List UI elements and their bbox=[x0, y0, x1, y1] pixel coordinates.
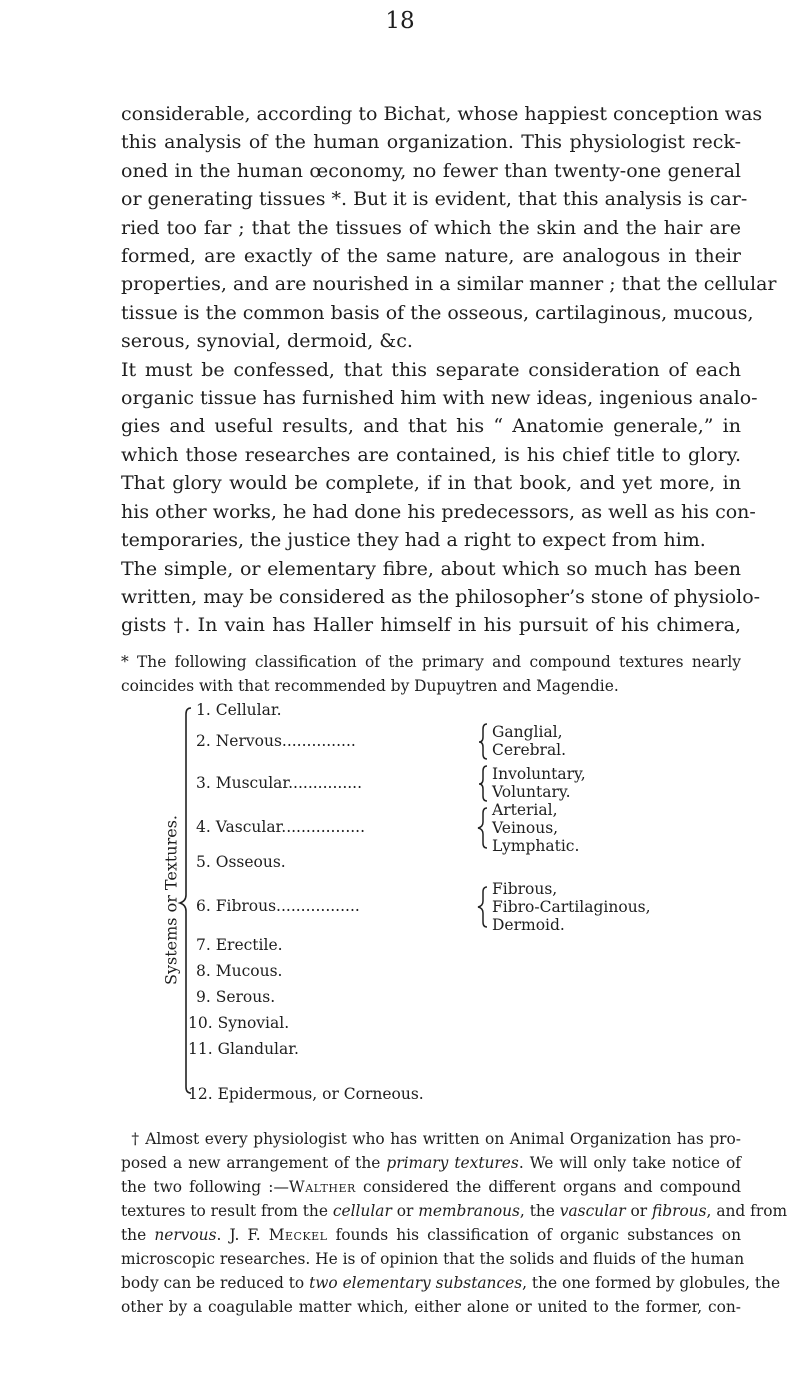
footnote-line: textures to result from the cellular or membranous, the vascular or fibrous, and from bbox=[121, 1202, 788, 1220]
classification-item: 2. Nervous............... bbox=[196, 732, 356, 750]
body-line: considerable, according to Bichat, whose happiest conception was bbox=[121, 103, 763, 125]
body-line: written, may be considered as the philosopher’s stone of physiolo- bbox=[121, 585, 761, 608]
footnote-line: body can be reduced to two elementary substances, the one formed by globules, the bbox=[121, 1274, 781, 1292]
classification-sub: Cerebral. bbox=[492, 741, 567, 759]
body-line: oned in the human œconomy, no fewer than twenty-one general bbox=[121, 159, 741, 182]
classification-sub: Fibro-Cartilaginous, bbox=[492, 898, 651, 916]
classification-item: 5. Osseous. bbox=[196, 853, 286, 871]
body-line: formed, are exactly of the same nature, are analogous in their bbox=[121, 245, 741, 268]
body-line: this analysis of the human organization. This physiologist reck- bbox=[121, 131, 741, 154]
body-line: The simple, or elementary fibre, about which so much has been bbox=[121, 557, 741, 580]
footnote-line: other by a coagulable matter which, either alone or united to the former, con- bbox=[121, 1298, 741, 1316]
footnote-line: † Almost every physiologist who has written on Animal Organization has pro- bbox=[130, 1130, 742, 1148]
body-line: tissue is the common basis of the osseous, cartilaginous, mucous, bbox=[121, 301, 754, 324]
classification-item: 11. Glandular. bbox=[188, 1040, 299, 1058]
classification-sub: Involuntary, bbox=[492, 765, 586, 783]
body-line: gies and useful results, and that his “ Anatomie generale,” in bbox=[121, 415, 741, 438]
classification-item: 12. Epidermous, or Corneous. bbox=[188, 1085, 424, 1103]
body-line: properties, and are nourished in a similar manner ; that the cellular bbox=[121, 273, 777, 296]
body-line: organic tissue has furnished him with new ideas, ingenious analo- bbox=[121, 387, 758, 410]
footnote-dagger bbox=[121, 1127, 788, 1319]
classification-sub: Ganglial, bbox=[492, 723, 563, 741]
body-line: ried too far ; that the tissues of which the skin and the hair are bbox=[121, 216, 741, 239]
body-line: That glory would be complete, if in that book, and yet more, in bbox=[121, 472, 741, 495]
body-line: It must be confessed, that this separate consideration of each bbox=[121, 358, 741, 381]
classification-label: Systems or Textures. bbox=[161, 814, 181, 986]
footnote-line: posed a new arrangement of the primary textures. We will only take notice of bbox=[121, 1154, 742, 1172]
classification-sub: Fibrous, bbox=[492, 880, 558, 898]
classification-sub: Arterial, bbox=[492, 801, 558, 819]
body-line: serous, synovial, dermoid, &c. bbox=[121, 330, 413, 353]
body-line: or generating tissues *. But it is evident, that this analysis is car- bbox=[121, 188, 748, 211]
classification-item: 7. Erectile. bbox=[196, 936, 283, 954]
classification-item: 3. Muscular............... bbox=[196, 774, 363, 792]
footnote-classification-intro bbox=[121, 650, 741, 698]
classification-item: 9. Serous. bbox=[196, 988, 276, 1006]
footnote-line: coincides with that recommended by Dupuytren and Magendie. bbox=[121, 677, 619, 695]
body-line: gists †. In vain has Haller himself in his pursuit of his chimera, bbox=[121, 614, 741, 637]
body-line: which those researches are contained, is his chief title to glory. bbox=[121, 443, 741, 466]
classification-sub: Voluntary. bbox=[492, 783, 571, 801]
classification-item: 4. Vascular................. bbox=[196, 818, 366, 836]
footnote-line: microscopic researches. He is of opinion that the solids and fluids of the human bbox=[121, 1250, 745, 1268]
classification-sub: Dermoid. bbox=[492, 916, 565, 934]
classification-sub: Lymphatic. bbox=[492, 837, 580, 855]
classification-sub: Veinous, bbox=[492, 819, 559, 837]
classification-item: 6. Fibrous................. bbox=[196, 897, 360, 915]
footnote-line: the two following :—Walther considered the different organs and compound bbox=[121, 1178, 742, 1196]
body-line: temporaries, the justice they had a right to expect from him. bbox=[121, 529, 706, 552]
classification-item: 8. Mucous. bbox=[196, 962, 283, 980]
classification-item: 10. Synovial. bbox=[188, 1014, 290, 1032]
footnote-line: * The following classification of the primary and compound textures nearly bbox=[121, 653, 741, 671]
body-line: his other works, he had done his predecessors, as well as his con- bbox=[121, 500, 756, 523]
page-number: 18 bbox=[385, 8, 415, 34]
classification-item: 1. Cellular. bbox=[196, 701, 282, 719]
footnote-line: the nervous. J. F. Meckel founds his classification of organic substances on bbox=[121, 1226, 741, 1244]
body-text bbox=[121, 100, 777, 640]
